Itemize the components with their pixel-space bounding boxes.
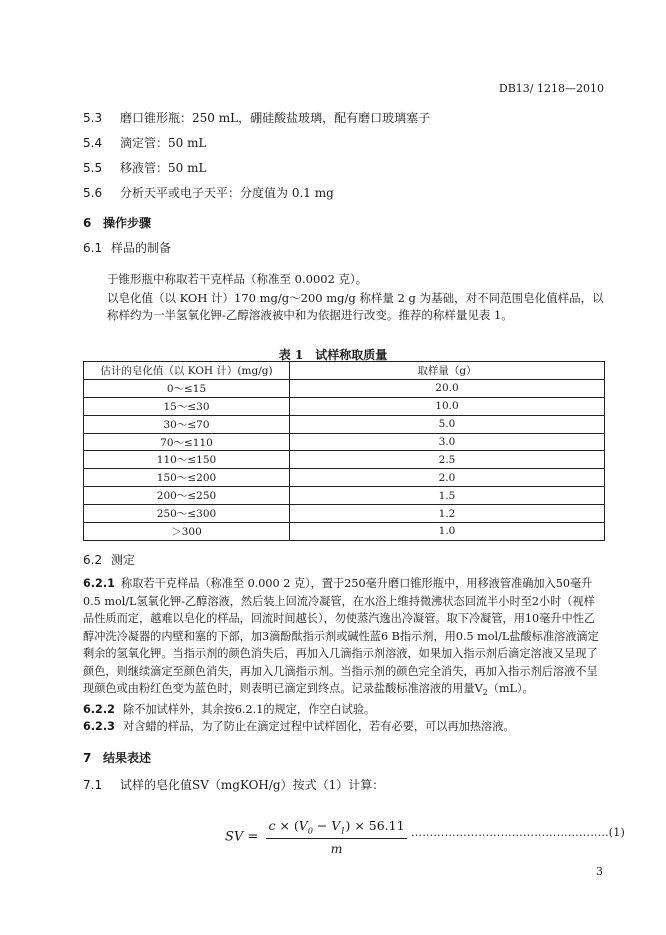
- table-cell: 3.0: [290, 433, 605, 451]
- table-row: [84, 523, 605, 541]
- paragraph-6-2-2: 6.2.2 除不加试样外，其余按6.2.1的规定，作空白试验。: [83, 703, 376, 716]
- table-cell: 15～≤30: [84, 397, 290, 415]
- table-cell: 70～≤110: [84, 433, 290, 451]
- section-7-heading: 7 结果表述: [83, 751, 152, 765]
- table-cell: 2.0: [290, 469, 605, 487]
- standard-code: DB13/ 1218—2010: [498, 82, 604, 95]
- formula-lhs: SV =: [225, 829, 259, 845]
- table-row: [84, 397, 605, 415]
- formula-denominator: m: [330, 840, 343, 856]
- table-cell: 150～≤200: [84, 469, 290, 487]
- item-5-3: 5.3 磨口锥形瓶：250 mL，硼硅酸盐玻璃，配有磨口玻璃塞子: [83, 111, 431, 125]
- saponification-formula: [225, 818, 407, 856]
- table-row: [84, 469, 605, 487]
- paragraph-6-2-3: 6.2.3 对含蜡的样品，为了防止在滴定过程中试样固化，若有必要，可以再加热溶液。: [83, 720, 515, 733]
- table-cell: 5.0: [290, 415, 605, 433]
- item-5-4: 5.4 滴定管：50 mL: [83, 136, 207, 150]
- table-row: [84, 415, 605, 433]
- table-row: [84, 451, 605, 469]
- table-title: 表 1 试样称取质量: [278, 348, 388, 362]
- table-cell: ＞300: [84, 523, 290, 541]
- table-header-row: [84, 362, 605, 380]
- table-cell: 0～≤15: [84, 379, 290, 397]
- equation-leader: ……………………………………………..(1): [411, 826, 625, 839]
- prep-line-1: 于锥形瓶中称取若干克样品（称准至 0.0002 克）。: [107, 272, 368, 286]
- table-cell: 30～≤70: [84, 415, 290, 433]
- equation-number: (1): [608, 826, 625, 839]
- table-row: [84, 505, 605, 523]
- subsection-6-2-heading: 6.2 测定: [83, 553, 136, 567]
- section-6-heading: 6 操作步骤: [83, 216, 152, 230]
- column-header-sample-mass: 取样量（g）: [290, 362, 605, 380]
- table-cell: 110～≤150: [84, 451, 290, 469]
- table-cell: 20.0: [290, 379, 605, 397]
- table-cell: 1.0: [290, 523, 605, 541]
- paragraph-7-1: 7.1 试样的皂化值SV（mgKOH/g）按式（1）计算：: [83, 778, 385, 792]
- formula-fraction: [266, 818, 406, 856]
- column-header-saponification: 估计的皂化值（以 KOH 计）(mg/g): [84, 362, 290, 380]
- table-cell: 250～≤300: [84, 505, 290, 523]
- subsection-6-1-heading: 6.1 样品的制备: [83, 241, 172, 255]
- table-row: [84, 487, 605, 505]
- paragraph-6-2-1: 6.2.1 称取若干克样品（称准至 0.000 2 克），置于250毫升磨口锥形瓶中，用移液管准确加入50毫升0.5 mol/L氢氧化钾-乙醇溶液，然后装上回流冷凝管，在水浴上维持微沸状态回流半小时至2小时（视样品性质而定，越难以皂化的样品，回流时间越长），勿使蒸汽逸出冷凝管。取下冷凝管，用10毫升中性乙醇冲洗冷凝器的内壁和塞的下部，加3滴酚酞指示剂或碱性蓝6 B指示剂，用0.5 mol/L盐酸标准溶液滴定剩余的氢氧化钾。当指示剂的颜色消失后，再加入几滴指示剂溶液，如果加入指示剂后滴定溶液又呈现了颜色，则继续滴定至颜色消失，再加入几滴指示剂。当指示剂的颜色完全消失，再加入指示剂后溶液不呈现颜色或由粉红色变为蓝色时，则表明已滴定到终点。记录盐酸标准溶液的用量$V_2(mL)$。: [83, 577, 599, 698]
- table-row: [84, 379, 605, 397]
- table-cell: 2.5: [290, 451, 605, 469]
- prep-line-2: 以皂化值（以 KOH 计）170 mg/g～200 mg/g 称样量 2 g 为基础，对不同范围皂化值样品，以称样约为一半氢氧化钾-乙醇溶液被中和为依据进行改变。推荐的称样量见表 1。: [107, 291, 604, 322]
- table-cell: 1.5: [290, 487, 605, 505]
- table-cell: 200～≤250: [84, 487, 290, 505]
- sample-weight-table: [83, 361, 605, 541]
- table-cell: 10.0: [290, 397, 605, 415]
- page-number: 3: [596, 865, 603, 878]
- table-cell: 1.2: [290, 505, 605, 523]
- item-5-6: 5.6 分析天平或电子天平：分度值为 0.1 mg: [83, 186, 334, 200]
- formula-numerator: $c \times (V_0 - V_1) \times 56.11$: [266, 818, 406, 839]
- item-5-5: 5.5 移液管：50 mL: [83, 161, 207, 175]
- table-row: [84, 433, 605, 451]
